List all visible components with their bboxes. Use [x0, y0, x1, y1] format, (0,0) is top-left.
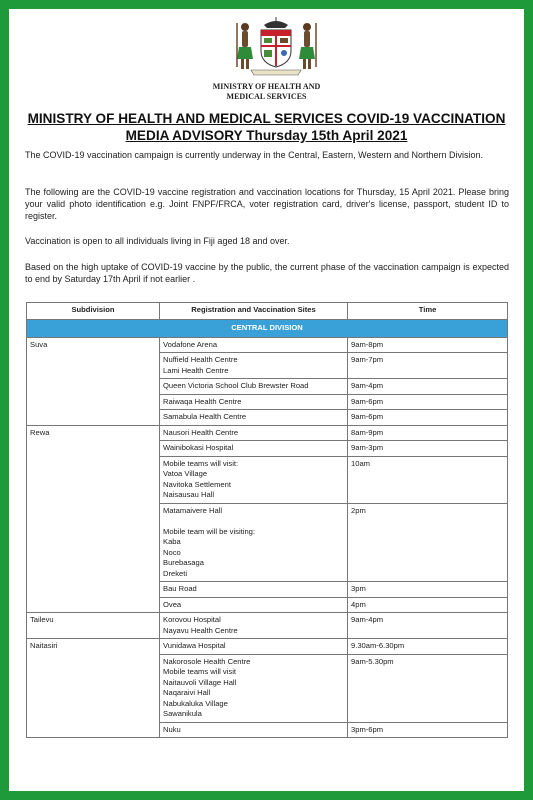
site-line: Vatoa Village: [163, 469, 208, 478]
site-cell: [160, 394, 348, 410]
site-line: Matamaivere Hall: [163, 505, 223, 515]
site-cell: [160, 379, 348, 395]
time-cell: 9am-6pm: [348, 394, 508, 410]
site-cell: [160, 613, 348, 639]
subdivision-cell: Suva: [27, 337, 160, 425]
site-line: Lami Health Centre: [163, 365, 229, 375]
time-cell: 3pm-6pm: [348, 722, 508, 738]
time-cell: 9am-4pm: [348, 613, 508, 639]
ministry-name: [9, 82, 524, 102]
time-cell: 8am-9pm: [348, 425, 508, 441]
time-cell: 9am-7pm: [348, 353, 508, 379]
vaccination-sites-table: [26, 302, 508, 738]
division-label: CENTRAL DIVISION: [27, 320, 508, 338]
header-time: Time: [348, 303, 508, 320]
site-cell: [160, 722, 348, 738]
site-line: Naqaraivi Hall: [163, 688, 211, 697]
site-cell: [160, 337, 348, 353]
site-line: Ovea: [163, 599, 182, 609]
site-line: Bau Road: [163, 584, 197, 593]
site-line: Kaba: [163, 537, 181, 546]
header-sites: Registration and Vaccination Sites: [160, 303, 348, 320]
site-line: Korovou Hospital: [163, 615, 221, 624]
time-cell: 2pm: [348, 503, 508, 582]
time-cell: 3pm: [348, 582, 508, 598]
locations-paragraph: The following are the COVID-19 vaccine registration and vaccination locations for Thursday, 15 April 2021. Please bring your valid photo identification e.g. Joint FNPF/FRCA, voter registration card, driver's license, passport, student ID to register.: [25, 187, 509, 222]
table-row: [27, 337, 508, 353]
subdivision-cell: Naitasiri: [27, 639, 160, 738]
ministry-line-2: MEDICAL SERVICES: [226, 92, 307, 101]
site-line: Nabukaluka Village: [163, 698, 228, 708]
site-line: Nuffield Health Centre: [163, 355, 238, 364]
time-cell: 10am: [348, 456, 508, 503]
site-line: Noco: [163, 547, 181, 557]
site-line: Naisausau Hall: [163, 490, 215, 499]
title-line-2: MEDIA ADVISORY Thursday 15th April 2021: [125, 128, 408, 143]
advisory-title: [19, 110, 514, 144]
time-cell: 9am-3pm: [348, 441, 508, 457]
site-line: Nausori Health Centre: [163, 427, 239, 437]
site-line: Vunidawa Hospital: [163, 641, 226, 650]
time-cell: 9am-5.30pm: [348, 654, 508, 722]
site-line: Queen Victoria School Club Brewster Road: [163, 381, 309, 390]
site-line: Mobile teams will visit:: [163, 458, 239, 468]
site-line: Naitauvoli Village Hall: [163, 677, 237, 687]
site-cell: [160, 441, 348, 457]
site-cell: [160, 654, 348, 722]
site-cell: [160, 425, 348, 441]
site-cell: [160, 597, 348, 613]
site-cell: [160, 410, 348, 426]
subdivision-cell: Tailevu: [27, 613, 160, 639]
site-line: Mobile team will be visiting:: [163, 526, 256, 536]
time-cell: 9am-4pm: [348, 379, 508, 395]
site-line: [163, 516, 344, 527]
site-cell: [160, 456, 348, 503]
site-line: Nuku: [163, 724, 181, 734]
site-line: Wainibokasi Hospital: [163, 443, 234, 452]
site-line: Mobile teams will visit: [163, 667, 237, 676]
site-line: Vodafone Arena: [163, 339, 218, 349]
site-line: Nayavu Health Centre: [163, 625, 238, 635]
table-row: [27, 613, 508, 639]
eligibility-paragraph: Vaccination is open to all individuals living in Fiji aged 18 and over.: [25, 236, 290, 246]
division-row: [27, 320, 508, 338]
time-cell: 9am-6pm: [348, 410, 508, 426]
site-cell: [160, 582, 348, 598]
table-row: [27, 639, 508, 655]
site-line: Dreketi: [163, 568, 188, 578]
title-line-1: MINISTRY OF HEALTH AND MEDICAL SERVICES COVID-19 VACCINATION: [27, 111, 506, 126]
intro-paragraph: The COVID-19 vaccination campaign is currently underway in the Central, Eastern, Western and Northern Division.: [25, 150, 484, 160]
campaign-end-paragraph: Based on the high uptake of COVID-19 vaccine by the public, the current phase of the vaccination campaign is expected to end by Saturday 17th April if not earlier .: [25, 262, 509, 285]
site-line: Nakorosole Health Centre: [163, 656, 251, 666]
advisory-page: [9, 9, 524, 791]
table-row: [27, 425, 508, 441]
site-cell: [160, 353, 348, 379]
site-cell: [160, 639, 348, 655]
ministry-line-1: MINISTRY OF HEALTH AND: [212, 82, 321, 91]
header-subdivision: Subdivision: [27, 303, 160, 320]
site-line: Sawanikula: [163, 709, 202, 718]
time-cell: 9.30am-6.30pm: [348, 639, 508, 655]
time-cell: 4pm: [348, 597, 508, 613]
site-line: Burebasaga: [163, 558, 204, 567]
site-line: Navitoka Settlement: [163, 479, 231, 489]
site-line: Samabula Health Centre: [163, 412, 247, 421]
site-line: Raiwaqa Health Centre: [163, 396, 242, 406]
time-cell: 9am-8pm: [348, 337, 508, 353]
table-header-row: [27, 303, 508, 320]
site-cell: [160, 503, 348, 582]
subdivision-cell: Rewa: [27, 425, 160, 613]
fiji-coat-of-arms-icon: [231, 15, 321, 77]
